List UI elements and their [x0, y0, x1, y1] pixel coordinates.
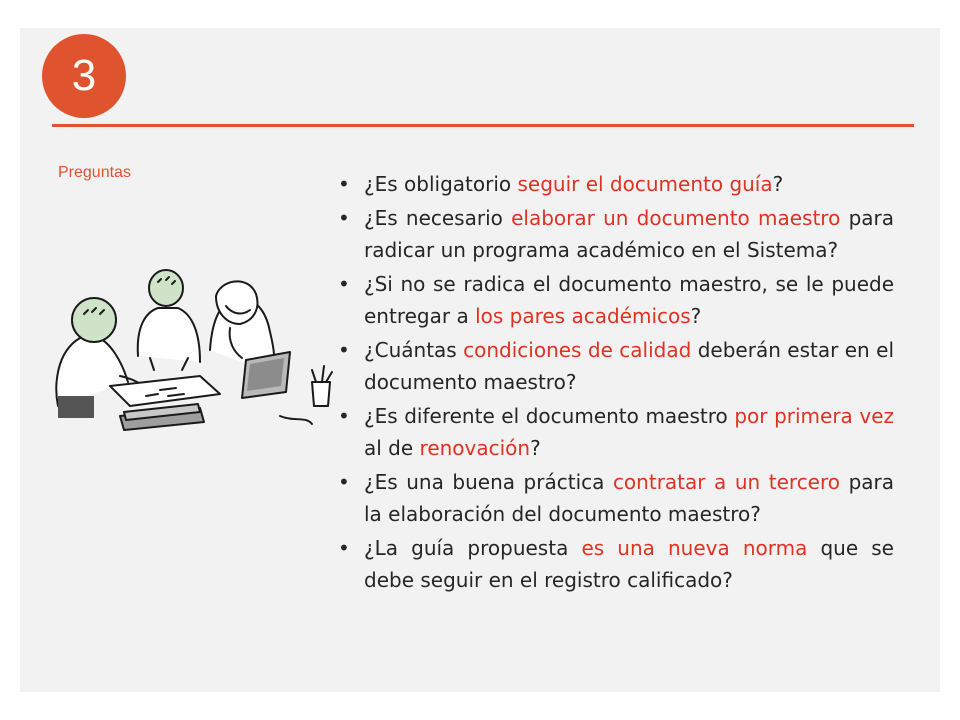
header-divider [52, 124, 914, 127]
bullet-icon: • [338, 272, 350, 296]
question-text: ¿Es obligatorio [364, 172, 518, 196]
question-highlight: los pares académicos [475, 304, 691, 328]
question-item [338, 168, 894, 200]
question-highlight: contratar a un tercero [612, 470, 841, 494]
question-item [338, 532, 894, 596]
question-item [338, 466, 894, 530]
question-text: ? [690, 304, 702, 328]
question-item [338, 400, 894, 464]
question-item [338, 202, 894, 266]
question-highlight: condiciones de calidad [463, 338, 692, 362]
bullet-icon: • [338, 536, 350, 560]
question-text: ¿Es necesario [364, 206, 512, 230]
question-text: para la elaboración del documento maestro? [364, 470, 894, 526]
question-item [338, 334, 894, 398]
question-text: ¿Cuántas [364, 338, 464, 362]
question-text: ¿Es diferente el documento maestro [364, 404, 735, 428]
question-text: para radicar un programa académico en el Sistema? [364, 206, 894, 262]
bullet-icon: • [338, 404, 350, 428]
section-number-badge [42, 34, 126, 118]
question-text: ¿Si no se radica el documento maestro, se le puede entregar a [364, 272, 894, 328]
section-label: Preguntas [58, 164, 131, 181]
question-text: deberán estar en el documento maestro? [364, 338, 894, 394]
question-text: ? [530, 436, 541, 460]
question-text: ¿La guía propuesta [364, 536, 582, 560]
question-text: ? [772, 172, 784, 196]
question-highlight: seguir el documento guía [517, 172, 773, 196]
bullet-icon: • [338, 172, 350, 196]
question-highlight: elaborar un documento maestro [511, 206, 841, 230]
question-highlight: por primera vez [734, 404, 895, 428]
team-meeting-icon [50, 266, 340, 446]
bullet-icon: • [338, 470, 350, 494]
question-item [338, 268, 894, 332]
section-number: 3 [71, 51, 97, 100]
question-text: que se debe seguir en el registro calificado? [364, 536, 894, 592]
bullet-icon: • [338, 338, 350, 362]
questions-list [338, 168, 894, 598]
question-text: al de [364, 436, 420, 460]
question-text: ¿Es una buena práctica [364, 470, 613, 494]
question-highlight: es una nueva norma [581, 536, 808, 560]
question-highlight: renovación [419, 436, 531, 460]
bullet-icon: • [338, 206, 350, 230]
